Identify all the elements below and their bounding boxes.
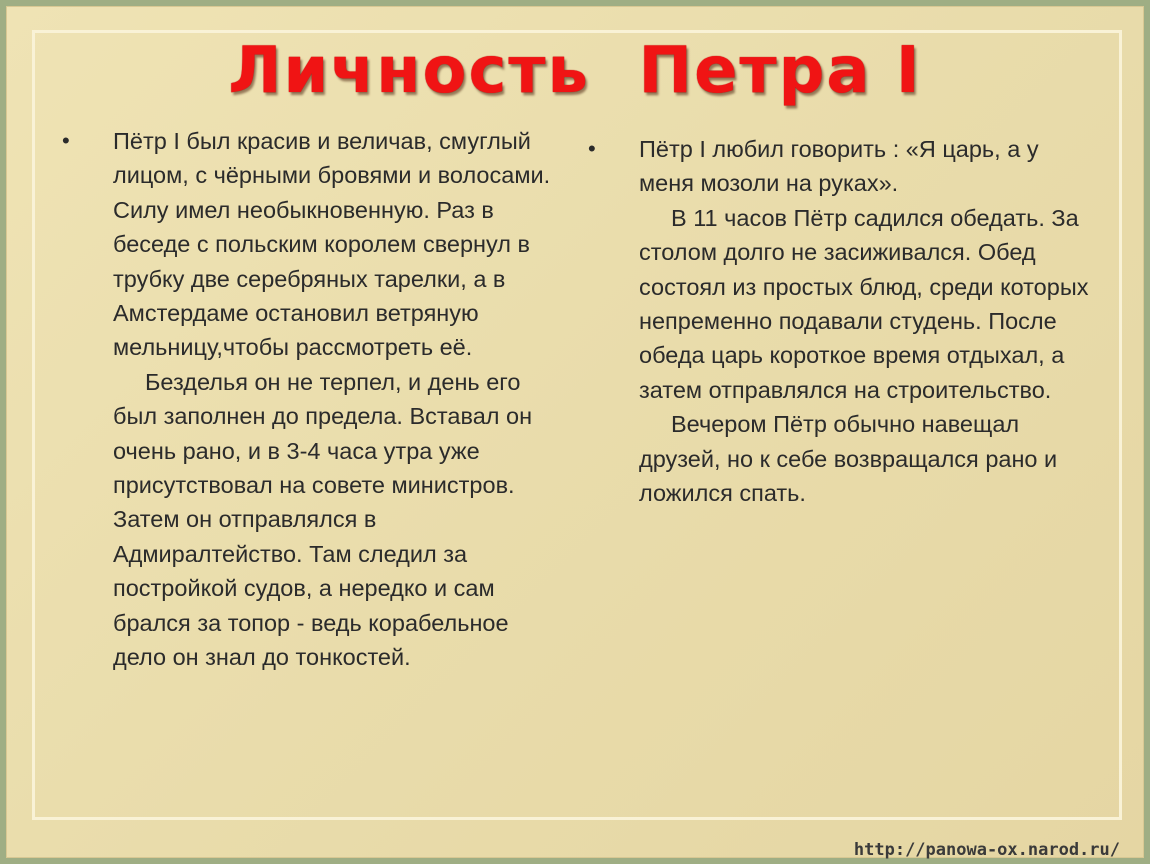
right-paragraph-2: В 11 часов Пётр садился обедать. За столом долго не засиживался. Обед состоял из простых блюд, среди которых непременно подавали студень. После обеда царь короткое время отдыхал, а затем отправлялся на строительство.	[639, 204, 1089, 403]
left-column	[62, 124, 552, 675]
right-bullet: •	[588, 136, 596, 161]
left-paragraph-2: Безделья он не терпел, и день его был заполнен до предела. Вставал он очень рано, и в 3-4 часа утра уже присутствовал на совете министров. Затем он отправлялся в Адмиралтейство. Там следил за постройкой судов, а нередко и сам брался за топор - ведь корабельное дело он знал до тонкостей.	[113, 368, 533, 671]
left-paragraph-1: Пётр I был красив и величав, смуглый лицом, с чёрными бровями и волосами. Силу имел необыкновенную. Раз в беседе с польским королем свернул в трубку две серебряных тарелки, а в Амстердаме остановил ветряную мельницу,чтобы рассмотреть её.	[113, 128, 551, 361]
source-url: http://panowa-ox.narod.ru/	[853, 840, 1120, 860]
left-bullet: •	[62, 128, 70, 153]
right-column	[588, 132, 1098, 510]
right-paragraph-1: Пётр I любил говорить : «Я царь, а у меня мозоли на руках».	[639, 136, 1039, 197]
slide-title: Личность Петра I	[228, 34, 922, 108]
right-paragraph-3: Вечером Пётр обычно навещал друзей, но к себе возвращался рано и ложился спать.	[639, 411, 1058, 507]
